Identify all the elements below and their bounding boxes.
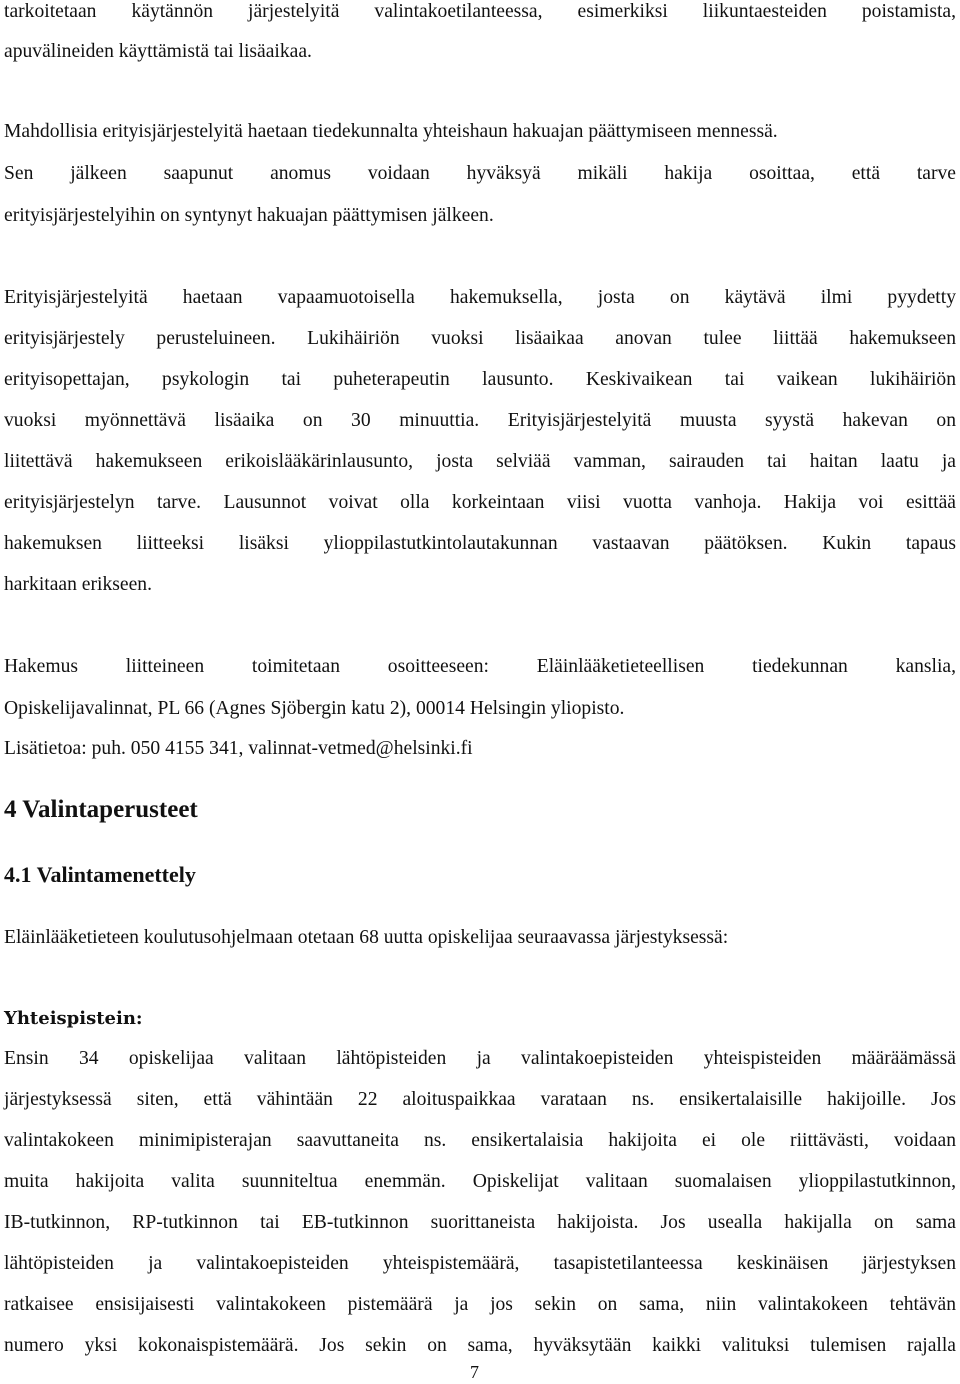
paragraph-line: vuoksi myönnettävä lisäaika on 30 minuuttia. Erityisjärjestelyitä muusta syystä hakevan on bbox=[4, 410, 956, 431]
paragraph-line: erityisopettajan, psykologin tai puheterapeutin lausunto. Keskivaikean tai vaikean lukihäiriön bbox=[4, 369, 956, 390]
paragraph-line: tarkoitetaan käytännön järjestelyitä valintakoetilanteessa, esimerkiksi liikuntaesteiden poistamista, bbox=[4, 1, 956, 22]
paragraph-line: erityisjärjestelyn tarve. Lausunnot voivat olla korkeintaan viisi vuotta vanhoja. Hakija voi esittää bbox=[4, 492, 956, 513]
subheading: Yhteispistein: bbox=[4, 1008, 143, 1029]
paragraph-line: erityisjärjestely perusteluineen. Lukihäiriön vuoksi lisäaikaa anovan tulee liittää hakemukseen bbox=[4, 328, 956, 349]
paragraph-line: liitettävä hakemukseen erikoislääkärinlausunto, josta selviää vamman, sairauden tai haitan laatu ja bbox=[4, 451, 956, 472]
paragraph-line: IB-tutkinnon, RP-tutkinnon tai EB-tutkinnon suorittaneista hakijoista. Jos usealla hakijalla on sama bbox=[4, 1212, 956, 1233]
paragraph-line: Hakemus liitteineen toimitetaan osoitteeseen: Eläinlääketieteellisen tiedekunnan kanslia, bbox=[4, 656, 956, 677]
paragraph-line: numero yksi kokonaispistemäärä. Jos sekin on sama, hyväksytään kaikki valituksi tulemisen rajalla bbox=[4, 1335, 956, 1356]
paragraph-line: muita hakijoita valita suunniteltua enemmän. Opiskelijat valitaan suomalaisen ylioppilastutkinnon, bbox=[4, 1171, 956, 1192]
paragraph-line: ratkaisee ensisijaisesti valintakokeen pistemäärä ja jos sekin on sama, niin valintakokeen tehtävän bbox=[4, 1294, 956, 1315]
paragraph-line: järjestyksessä siten, että vähintään 22 aloituspaikkaa varataan ns. ensikertalaisille hakijoille. Jos bbox=[4, 1089, 956, 1110]
paragraph-line: Sen jälkeen saapunut anomus voidaan hyväksyä mikäli hakija osoittaa, että tarve bbox=[4, 163, 956, 184]
paragraph-line: apuvälineiden käyttämistä tai lisäaikaa. bbox=[4, 41, 312, 62]
paragraph-line: Ensin 34 opiskelijaa valitaan lähtöpisteiden ja valintakoepisteiden yhteispisteiden määräämässä bbox=[4, 1048, 956, 1069]
subsection-heading: 4.1 Valintamenettely bbox=[4, 862, 196, 887]
paragraph-line: lähtöpisteiden ja valintakoepisteiden yhteispistemäärä, tasapistetilanteessa keskinäisen järjestyksen bbox=[4, 1253, 956, 1274]
paragraph-line: Mahdollisia erityisjärjestelyitä haetaan tiedekunnalta yhteishaun hakuajan päättymiseen mennessä. bbox=[4, 121, 778, 142]
paragraph-line: harkitaan erikseen. bbox=[4, 574, 152, 595]
paragraph-line: Erityisjärjestelyitä haetaan vapaamuotoisella hakemuksella, josta on käytävä ilmi pyydetty bbox=[4, 287, 956, 308]
paragraph-line: erityisjärjestelyihin on syntynyt hakuajan päättymisen jälkeen. bbox=[4, 205, 494, 226]
section-heading: 4 Valintaperusteet bbox=[4, 796, 198, 823]
page-number: 7 bbox=[470, 1362, 479, 1382]
paragraph-line: hakemuksen liitteeksi lisäksi ylioppilastutkintolautakunnan vastaavan päätöksen. Kukin tapaus bbox=[4, 533, 956, 554]
document-page bbox=[4, 0, 956, 1383]
paragraph-line: Opiskelijavalinnat, PL 66 (Agnes Sjöbergin katu 2), 00014 Helsingin yliopisto. bbox=[4, 698, 625, 719]
intro-text: Eläinlääketieteen koulutusohjelmaan otetaan 68 uutta opiskelijaa seuraavassa järjestyksessä: bbox=[4, 927, 729, 948]
paragraph-line: valintakokeen minimipisterajan saavuttaneita ns. ensikertalaisia hakijoita ei ole riittävästi, voidaan bbox=[4, 1130, 956, 1151]
contact-info: Lisätietoa: puh. 050 4155 341, valinnat-vetmed@helsinki.fi bbox=[4, 738, 473, 759]
